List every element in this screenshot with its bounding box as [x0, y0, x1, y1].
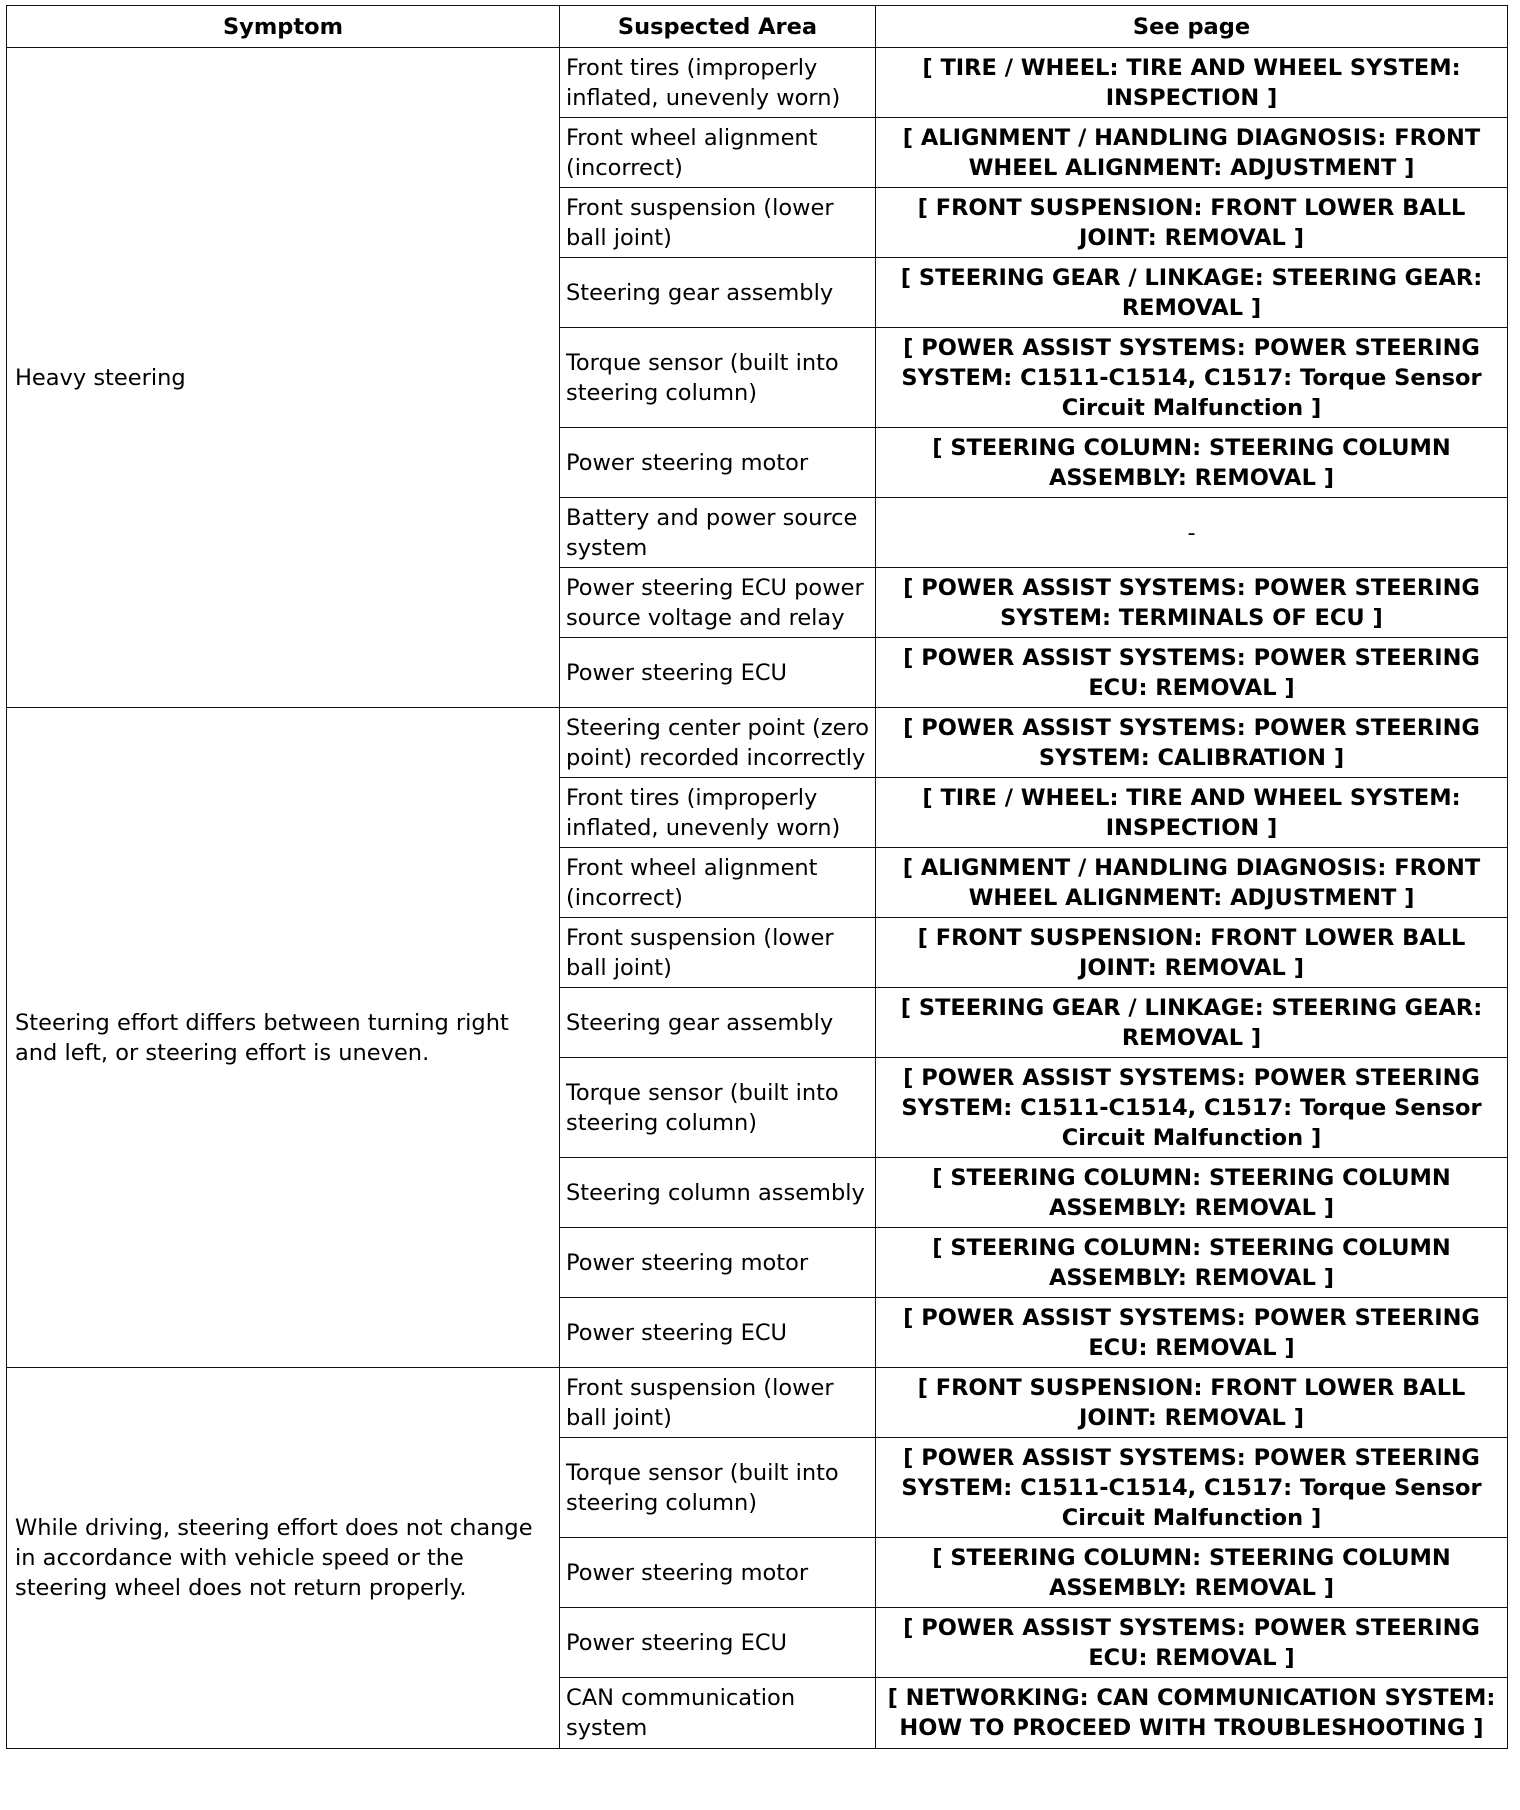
see-page-cell: [ TIRE / WHEEL: TIRE AND WHEEL SYSTEM: INSPECTION ]: [876, 48, 1508, 118]
suspected-area-cell: Front tires (improperly inflated, unevenly worn): [560, 778, 876, 848]
see-page-cell: [ STEERING COLUMN: STEERING COLUMN ASSEMBLY: REMOVAL ]: [876, 1228, 1508, 1298]
suspected-area-cell: Power steering ECU: [560, 1298, 876, 1368]
see-page-cell: [ POWER ASSIST SYSTEMS: POWER STEERING SYSTEM: TERMINALS OF ECU ]: [876, 568, 1508, 638]
see-page-cell: [ POWER ASSIST SYSTEMS: POWER STEERING ECU: REMOVAL ]: [876, 1298, 1508, 1368]
see-page-cell: [ STEERING GEAR / LINKAGE: STEERING GEAR: REMOVAL ]: [876, 258, 1508, 328]
suspected-area-cell: Front wheel alignment (incorrect): [560, 118, 876, 188]
see-page-cell: [ POWER ASSIST SYSTEMS: POWER STEERING ECU: REMOVAL ]: [876, 1608, 1508, 1678]
suspected-area-cell: Steering column assembly: [560, 1158, 876, 1228]
see-page-cell: [ POWER ASSIST SYSTEMS: POWER STEERING ECU: REMOVAL ]: [876, 638, 1508, 708]
table-row: [7, 1368, 1508, 1438]
suspected-area-cell: Steering center point (zero point) recorded incorrectly: [560, 708, 876, 778]
suspected-area-cell: Power steering motor: [560, 1538, 876, 1608]
see-page-cell: [ FRONT SUSPENSION: FRONT LOWER BALL JOINT: REMOVAL ]: [876, 1368, 1508, 1438]
see-page-cell: [ POWER ASSIST SYSTEMS: POWER STEERING SYSTEM: C1511-C1514, C1517: Torque Sensor Circuit Malfunction ]: [876, 1438, 1508, 1538]
suspected-area-cell: Torque sensor (built into steering column): [560, 328, 876, 428]
header-suspected-area: Suspected Area: [560, 6, 876, 48]
see-page-cell: [ STEERING COLUMN: STEERING COLUMN ASSEMBLY: REMOVAL ]: [876, 1158, 1508, 1228]
see-page-cell: [ STEERING COLUMN: STEERING COLUMN ASSEMBLY: REMOVAL ]: [876, 428, 1508, 498]
suspected-area-cell: Power steering ECU: [560, 1608, 876, 1678]
suspected-area-cell: Torque sensor (built into steering column): [560, 1058, 876, 1158]
symptom-cell: Steering effort differs between turning right and left, or steering effort is uneven.: [7, 708, 560, 1368]
suspected-area-cell: Power steering motor: [560, 428, 876, 498]
symptom-cell: Heavy steering: [7, 48, 560, 708]
suspected-area-cell: Power steering ECU power source voltage and relay: [560, 568, 876, 638]
suspected-area-cell: Torque sensor (built into steering column): [560, 1438, 876, 1538]
suspected-area-cell: Power steering motor: [560, 1228, 876, 1298]
see-page-cell: [ STEERING GEAR / LINKAGE: STEERING GEAR: REMOVAL ]: [876, 988, 1508, 1058]
see-page-cell: [ ALIGNMENT / HANDLING DIAGNOSIS: FRONT WHEEL ALIGNMENT: ADJUSTMENT ]: [876, 848, 1508, 918]
see-page-cell: -: [876, 498, 1508, 568]
suspected-area-cell: Front suspension (lower ball joint): [560, 1368, 876, 1438]
see-page-cell: [ ALIGNMENT / HANDLING DIAGNOSIS: FRONT WHEEL ALIGNMENT: ADJUSTMENT ]: [876, 118, 1508, 188]
see-page-cell: [ STEERING COLUMN: STEERING COLUMN ASSEMBLY: REMOVAL ]: [876, 1538, 1508, 1608]
see-page-cell: [ FRONT SUSPENSION: FRONT LOWER BALL JOINT: REMOVAL ]: [876, 188, 1508, 258]
table-row: [7, 708, 1508, 778]
suspected-area-cell: Power steering ECU: [560, 638, 876, 708]
troubleshooting-table: [6, 5, 1508, 1749]
see-page-cell: [ POWER ASSIST SYSTEMS: POWER STEERING SYSTEM: C1511-C1514, C1517: Torque Sensor Circuit Malfunction ]: [876, 1058, 1508, 1158]
suspected-area-cell: Steering gear assembly: [560, 258, 876, 328]
header-row: [7, 6, 1508, 48]
see-page-cell: [ FRONT SUSPENSION: FRONT LOWER BALL JOINT: REMOVAL ]: [876, 918, 1508, 988]
see-page-cell: [ POWER ASSIST SYSTEMS: POWER STEERING SYSTEM: C1511-C1514, C1517: Torque Sensor Circuit Malfunction ]: [876, 328, 1508, 428]
suspected-area-cell: Front suspension (lower ball joint): [560, 188, 876, 258]
suspected-area-cell: Front tires (improperly inflated, unevenly worn): [560, 48, 876, 118]
header-see-page: See page: [876, 6, 1508, 48]
see-page-cell: [ TIRE / WHEEL: TIRE AND WHEEL SYSTEM: INSPECTION ]: [876, 778, 1508, 848]
symptom-cell: While driving, steering effort does not change in accordance with vehicle speed or the steering wheel does not return properly.: [7, 1368, 560, 1749]
see-page-cell: [ NETWORKING: CAN COMMUNICATION SYSTEM: HOW TO PROCEED WITH TROUBLESHOOTING ]: [876, 1678, 1508, 1749]
suspected-area-cell: Front suspension (lower ball joint): [560, 918, 876, 988]
table-row: [7, 48, 1508, 118]
suspected-area-cell: Battery and power source system: [560, 498, 876, 568]
suspected-area-cell: Steering gear assembly: [560, 988, 876, 1058]
header-symptom: Symptom: [7, 6, 560, 48]
see-page-cell: [ POWER ASSIST SYSTEMS: POWER STEERING SYSTEM: CALIBRATION ]: [876, 708, 1508, 778]
suspected-area-cell: Front wheel alignment (incorrect): [560, 848, 876, 918]
suspected-area-cell: CAN communication system: [560, 1678, 876, 1749]
